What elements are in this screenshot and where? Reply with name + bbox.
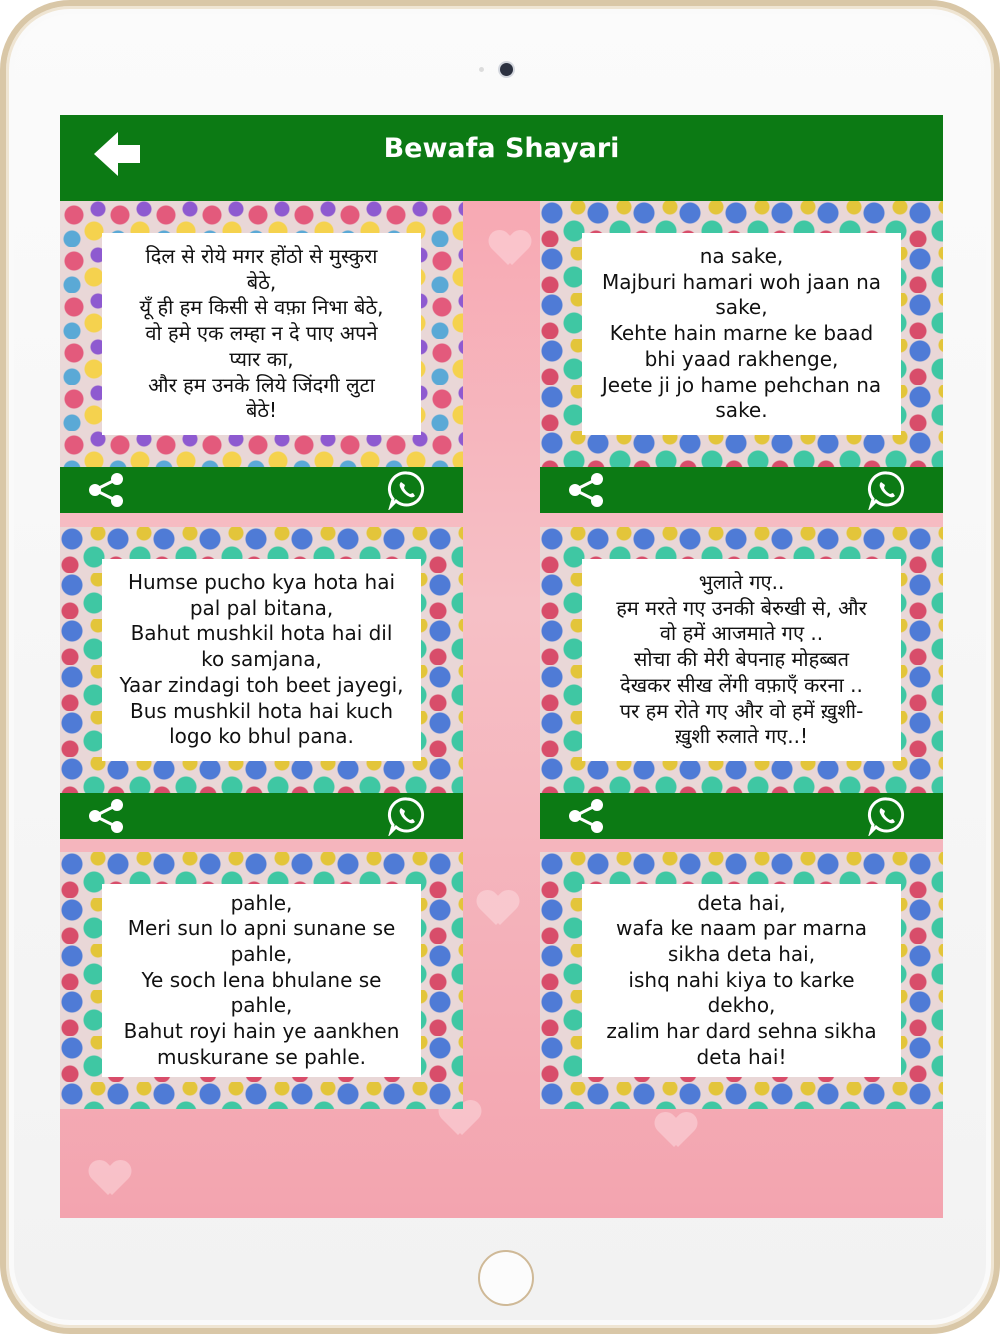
rose-border [540, 201, 943, 467]
shayari-line: deta hai, [697, 890, 786, 915]
shayari-line: sikha deta hai, [667, 941, 816, 966]
shayari-line: zalim har dard sehna sikha [606, 1019, 877, 1044]
shayari-line: पर हम रोते गए और वो हमें ख़ुशी- [619, 698, 864, 723]
shayari-line: ख़ुशी रुलाते गए..! [674, 724, 808, 749]
share-button[interactable] [566, 798, 606, 834]
whatsapp-icon [387, 470, 427, 510]
shayari-text [102, 884, 421, 1077]
app-screen [60, 115, 943, 1218]
rose-border [60, 852, 463, 1109]
shayari-line: भुलाते गए.. [698, 570, 785, 595]
shayari-text [582, 233, 901, 435]
shayari-line: यूँ ही हम किसी से वफ़ा निभा बेठे, [139, 295, 384, 320]
heart-decoration [656, 1113, 696, 1147]
shayari-text [582, 884, 901, 1077]
shayari-line: sake, [715, 295, 768, 320]
shayari-line: और हम उनके लिये जिंदगी लुटा [148, 372, 375, 397]
shayari-line: दिल से रोये मगर होंठो से मुस्कुरा [145, 244, 378, 269]
heart-decoration [478, 891, 518, 925]
share-icon [566, 798, 606, 834]
shayari-line: logo ko bhul pana. [169, 724, 354, 749]
shayari-line: Bahut mushkil hota hai dil [130, 621, 393, 646]
share-button[interactable] [566, 472, 606, 508]
shayari-line: Bahut royi hain ye aankhen [123, 1019, 400, 1044]
shayari-line: वो हमें आजमाते गए .. [659, 621, 824, 646]
card-actions [540, 467, 943, 513]
heart-decoration [490, 231, 530, 265]
card-actions [60, 467, 463, 513]
shayari-line: Meri sun lo apni sunane se [127, 916, 396, 941]
shayari-line: pahle, [230, 993, 293, 1018]
share-button[interactable] [86, 798, 126, 834]
shayari-line: हम मरते गए उनकी बेरुखी से, और [616, 595, 867, 620]
shayari-line: देखकर सीख लेंगी वफ़ाएँ करना .. [620, 672, 863, 697]
whatsapp-button[interactable] [867, 796, 907, 836]
shayari-text [102, 559, 421, 761]
shayari-line: dekho, [707, 993, 776, 1018]
shayari-line: Kehte hain marne ke baad [609, 321, 874, 346]
app-bar [60, 115, 943, 201]
shayari-line: pahle, [230, 890, 293, 915]
whatsapp-button[interactable] [387, 470, 427, 510]
card-actions [60, 793, 463, 839]
shayari-line: pahle, [230, 941, 293, 966]
shayari-line: wafa ke naam par marna [616, 916, 867, 941]
whatsapp-icon [387, 796, 427, 836]
shayari-line: muskurane se pahle. [157, 1044, 366, 1069]
shayari-line: बेठे! [245, 398, 278, 423]
shayari-line: bhi yaad rakhenge, [644, 346, 839, 371]
shayari-line: प्यार का, [229, 346, 294, 371]
whatsapp-button[interactable] [867, 470, 907, 510]
flower-border [60, 201, 463, 467]
shayari-line: deta hai! [696, 1044, 787, 1069]
shayari-line: Jeete ji jo hame pehchan na [601, 372, 882, 397]
shayari-line: ishq nahi kiya to karke [628, 967, 855, 992]
whatsapp-icon [867, 796, 907, 836]
shayari-line: pal pal bitana, [189, 595, 334, 620]
share-icon [566, 472, 606, 508]
whatsapp-icon [867, 470, 907, 510]
shayari-line: na sake, [699, 244, 784, 269]
rose-border [540, 852, 943, 1109]
share-button[interactable] [86, 472, 126, 508]
shayari-list [60, 201, 943, 1218]
rose-border [540, 527, 943, 793]
share-icon [86, 472, 126, 508]
home-button[interactable] [478, 1250, 534, 1306]
camera-sensor [479, 67, 484, 72]
whatsapp-button[interactable] [387, 796, 427, 836]
page-title: Bewafa Shayari [383, 133, 620, 164]
shayari-line: sake. [715, 398, 768, 423]
rose-border [60, 527, 463, 793]
shayari-text [102, 233, 421, 435]
front-camera [500, 63, 513, 76]
shayari-line: Bus mushkil hota hai kuch [129, 698, 393, 723]
shayari-text [582, 559, 901, 761]
shayari-line: Ye soch lena bhulane se [141, 967, 382, 992]
heart-decoration [90, 1161, 130, 1195]
share-icon [86, 798, 126, 834]
shayari-line: बेठे, [246, 269, 277, 294]
shayari-line: Yaar zindagi toh beet jayegi, [119, 672, 404, 697]
shayari-line: वो हमे एक लम्हा न दे पाए अपने [145, 321, 378, 346]
card-actions [540, 793, 943, 839]
shayari-line: ko samjana, [201, 647, 322, 672]
shayari-line: सोचा की मेरी बेपनाह मोहब्बत [633, 647, 850, 672]
shayari-line: Majburi hamari woh jaan na [601, 269, 882, 294]
shayari-line: Humse pucho kya hota hai [127, 570, 396, 595]
